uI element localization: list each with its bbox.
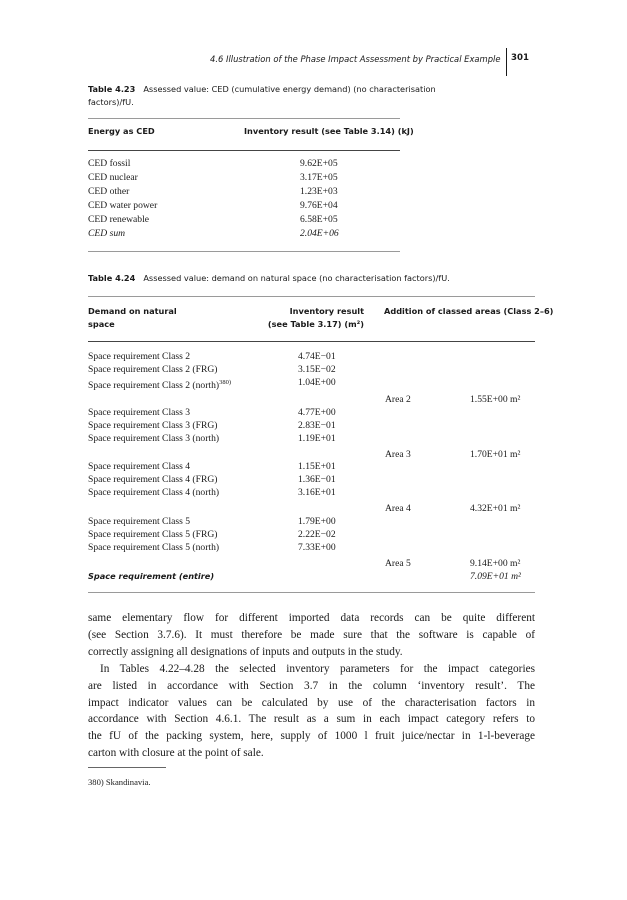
- row-label: Space requirement Class 3 (FRG): [88, 420, 218, 431]
- area-value: 4.32E+01 m²: [470, 503, 521, 514]
- table-4-24-col1-header: [88, 305, 177, 331]
- running-header: [210, 54, 528, 64]
- table-row: [88, 185, 400, 199]
- row-label: Space requirement Class 2: [88, 351, 191, 362]
- footnote-ref[interactable]: 380): [219, 379, 231, 386]
- row-value: 1.36E−01: [298, 474, 336, 485]
- row-label: CED nuclear: [88, 172, 138, 183]
- p1-line2: (see Section 3.7.6). It must therefore be made sure that the software is capable of: [88, 628, 535, 641]
- p2-line2: are listed in accordance with Section 3.7 in the column ‘inventory result’. The: [88, 679, 535, 692]
- row-value: 2.22E−02: [298, 529, 336, 540]
- table-4-23-col1-header: Energy as CED: [88, 126, 155, 136]
- row-value: 1.23E+03: [300, 186, 338, 197]
- row-label: CED fossil: [88, 158, 131, 169]
- table-4-24-bottom-rule: [88, 592, 535, 593]
- total-label: Space requirement (entire): [88, 571, 215, 581]
- row-value: 2.83E−01: [298, 420, 336, 431]
- row-label-text: Space requirement Class 2 (north): [88, 380, 220, 392]
- footnote-rule: [88, 767, 166, 768]
- p2-line5: the fU of the packing system, here, supply of 1000 l fruit juice/nectar in 1-l-beverage: [88, 730, 535, 743]
- area-value: 1.70E+01 m²: [470, 449, 521, 460]
- row-label: Space requirement Class 5 (north): [88, 542, 220, 553]
- area-label: Area 3: [385, 449, 411, 460]
- p1-line1: same elementary flow for different imported data records can be quite different: [88, 612, 535, 624]
- p2-line1: In Tables 4.22–4.28 the selected inventory parameters for the impact categories: [100, 662, 535, 675]
- row-label: Space requirement Class 3 (north): [88, 433, 220, 444]
- table-4-23-col2-header: Inventory result (see Table 3.14) (kJ): [244, 126, 414, 136]
- area-label: Area 5: [385, 558, 411, 569]
- p2-line4: accordance with Section 4.6.1. The result as a sum in each impact category refers to: [88, 713, 535, 726]
- row-label: Space requirement Class 4 (FRG): [88, 474, 218, 485]
- area-value: 1.55E+00 m²: [470, 394, 521, 405]
- table-4-24-top-rule: [88, 296, 535, 297]
- row-value: 1.15E+01: [298, 461, 336, 472]
- table-4-24-body: [88, 350, 535, 590]
- col1-header-line2: space: [88, 319, 115, 329]
- table-row: [88, 171, 400, 185]
- table-4-24-caption-text: Assessed value: demand on natural space (no characterisation factors)/fU.: [143, 273, 450, 283]
- col2-header-line2: (see Table 3.17) (m²): [267, 319, 364, 329]
- row-label: CED sum: [88, 228, 126, 239]
- row-value: 4.77E+00: [298, 407, 336, 418]
- table-row: [88, 199, 400, 213]
- row-label: CED renewable: [88, 214, 150, 225]
- table-4-24-caption: [88, 272, 535, 285]
- table-row: [88, 157, 400, 171]
- row-value: 1.04E+00: [298, 377, 336, 388]
- row-label: Space requirement Class 4: [88, 461, 191, 472]
- row-value: 7.33E+00: [298, 542, 336, 553]
- table-row-sum: [88, 227, 400, 241]
- row-value: 3.17E+05: [300, 172, 338, 183]
- row-label: Space requirement Class 2 (FRG): [88, 364, 218, 375]
- p2-line6: carton with closure at the point of sale.: [88, 747, 264, 760]
- table-4-23-label: Table 4.23: [88, 84, 136, 94]
- row-label: Space requirement Class 5 (FRG): [88, 529, 218, 540]
- total-value: 7.09E+01 m²: [470, 571, 521, 582]
- table-4-23-header-rule: [88, 150, 400, 151]
- row-value: 2.04E+06: [300, 228, 339, 239]
- running-title: 4.6 Illustration of the Phase Impact Assessment by Practical Example: [210, 54, 501, 64]
- table-4-23-caption-line2: factors)/fU.: [88, 97, 134, 107]
- row-label: [88, 376, 231, 393]
- table-4-24-col2-header: [256, 305, 364, 331]
- p1-line3: correctly assigning all designations of inputs and outputs in the study.: [88, 645, 403, 658]
- row-label: CED water power: [88, 200, 158, 211]
- table-4-23-body: [88, 157, 400, 241]
- body-text: [88, 610, 535, 762]
- table-4-23-caption: [88, 83, 488, 109]
- table-4-23-bottom-rule: [88, 251, 400, 252]
- row-label: CED other: [88, 186, 130, 197]
- row-value: 6.58E+05: [300, 214, 338, 225]
- page-number: 301: [511, 53, 529, 63]
- area-value: 9.14E+00 m²: [470, 558, 521, 569]
- footnote-text: 380) Skandinavia.: [88, 777, 151, 787]
- table-4-23-caption-line1: Assessed value: CED (cumulative energy demand) (no characterisation: [143, 84, 436, 94]
- p2-line3: impact indicator values can be calculated by use of the characterisation factors in: [88, 696, 535, 709]
- table-4-23-top-rule: [88, 118, 400, 119]
- area-label: Area 2: [385, 394, 411, 405]
- table-row: [88, 213, 400, 227]
- table-4-24-label: Table 4.24: [88, 273, 136, 283]
- table-4-24-header-rule: [88, 341, 535, 342]
- row-value: 4.74E−01: [298, 351, 336, 362]
- row-value: 1.19E+01: [298, 433, 336, 444]
- row-value: 9.62E+05: [300, 158, 338, 169]
- row-value: 3.16E+01: [298, 487, 336, 498]
- row-value: 9.76E+04: [300, 200, 338, 211]
- col1-header-line1: Demand on natural: [88, 306, 177, 316]
- row-value: 1.79E+00: [298, 516, 336, 527]
- row-label: Space requirement Class 3: [88, 407, 191, 418]
- table-4-24-col3-header: Addition of classed areas (Class 2–6): [384, 306, 554, 316]
- col2-header-line1: Inventory result: [289, 306, 364, 316]
- row-label: Space requirement Class 4 (north): [88, 487, 220, 498]
- row-label: Space requirement Class 5: [88, 516, 191, 527]
- header-divider: [506, 48, 507, 76]
- area-label: Area 4: [385, 503, 411, 514]
- row-value: 3.15E−02: [298, 364, 336, 375]
